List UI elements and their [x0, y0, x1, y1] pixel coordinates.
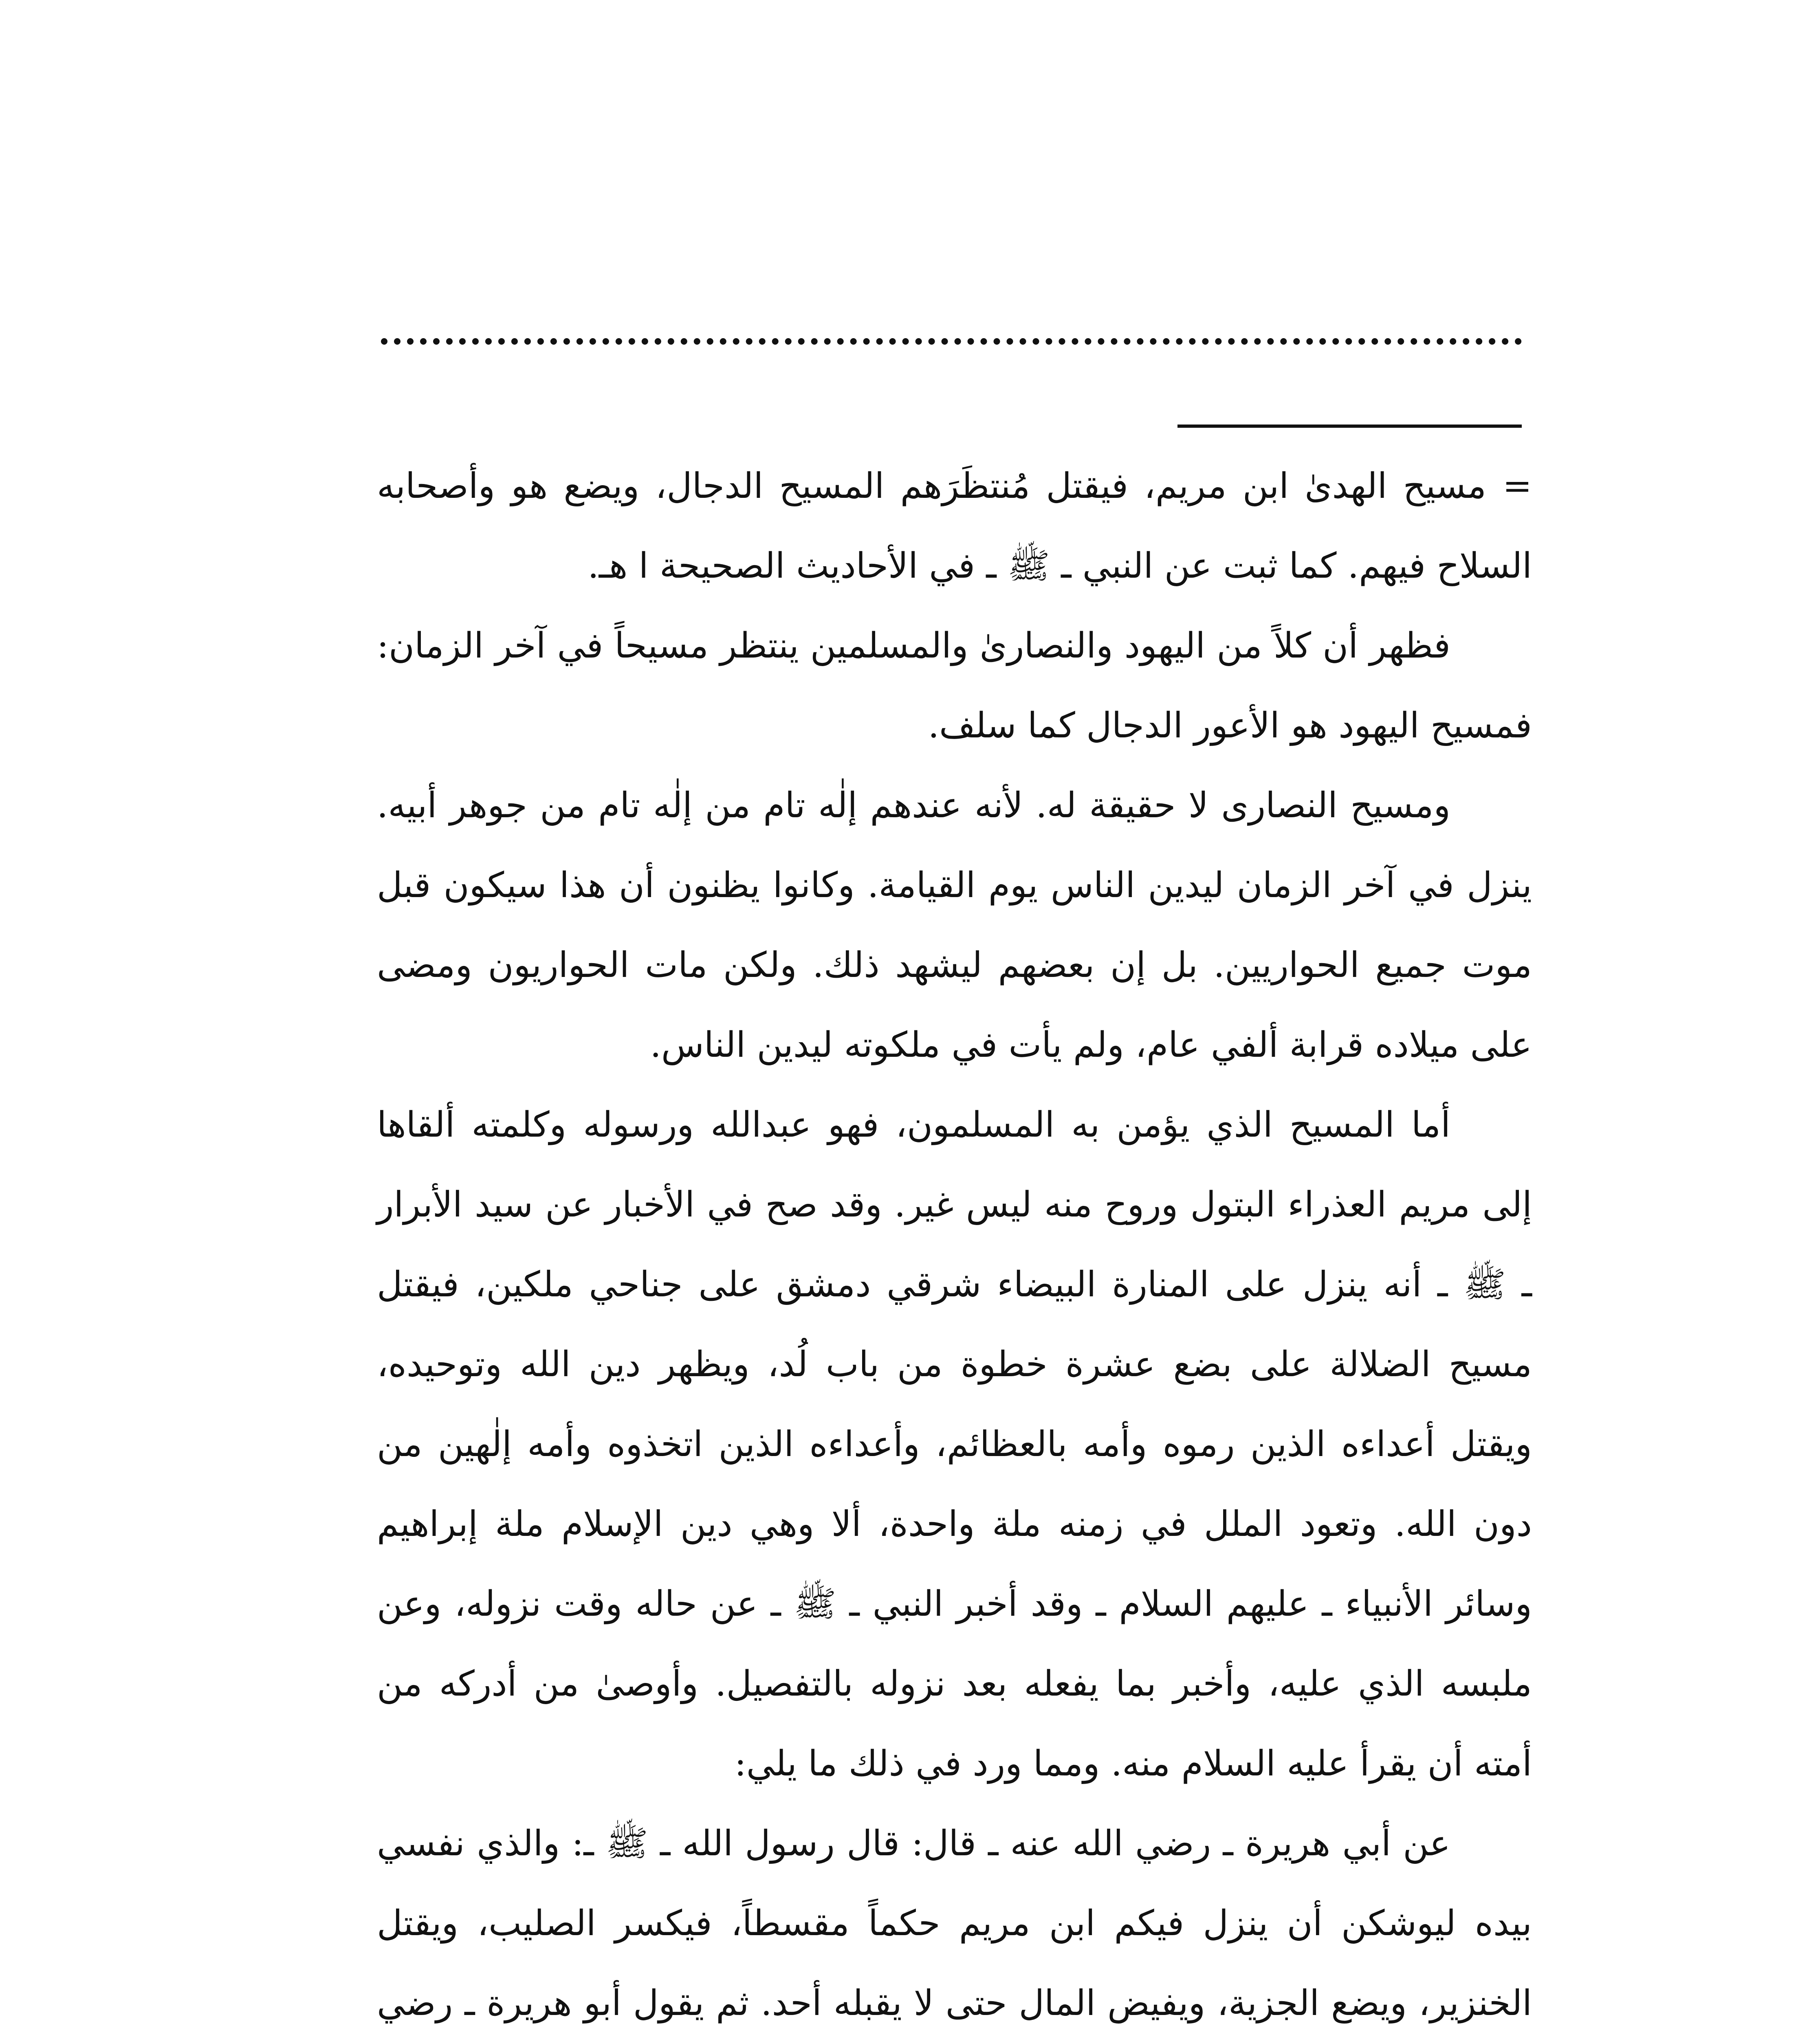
- footnote-rule: [1177, 425, 1522, 428]
- dotted-separator: [381, 338, 1522, 345]
- paragraph: أما المسيح الذي يؤمن به المسلمون، فهو عبدالله ورسوله وكلمته ألقاها إلى مريم العذراء البتول وروح منه ليس غير. وقد صح في الأخبار عن سيد الأبرار ـ ﷺ ـ أنه ينزل على المنارة البيضاء شرقي دمشق على جناحي ملكين، فيقتل مسيح الضلالة على بضع عشرة خطوة من باب لُد، ويظهر دين الله وتوحيده، ويقتل أعداءه الذين رموه وأمه بالعظائم، وأعداءه الذين اتخذوه وأمه إلٰهين من دون الله. وتعود الملل في زمنه ملة واحدة، ألا وهي دين الإسلام ملة إبراهيم وسائر الأنبياء ـ عليهم السلام ـ وقد أخبر النبي ـ ﷺ ـ عن حاله وقت نزوله، وعن ملبسه الذي عليه، وأخبر بما يفعله بعد نزوله بالتفصيل. وأوصىٰ من أدركه من أمته أن يقرأ عليه السلام منه. ومما ورد في ذلك ما يلي:: [377, 1104, 1532, 1784]
- paragraph: عن أبي هريرة ـ رضي الله عنه ـ قال: قال رسول الله ـ ﷺ ـ: والذي نفسي بيده ليوشكن أن ينزل فيكم ابن مريم حكماً مقسطاً، فيكسر الصليب، ويقتل الخنزير، ويضع الجزية، ويفيض المال حتى لا يقبله أحد. ثم يقول أبو هريرة ـ رضي: [377, 1823, 1532, 2024]
- footnote-text: [377, 446, 1532, 2037]
- paragraph-continuation: [377, 446, 1532, 606]
- paragraph: ومسيح النصارى لا حقيقة له. لأنه عندهم إلٰه تام من إلٰه تام من جوهر أبيه. ينزل في آخر الزمان ليدين الناس يوم القيامة. وكانوا يظنون أن هذا سيكون قبل موت جميع الحواريين. بل إن بعضهم ليشهد ذلك. ولكن مات الحواريون ومضى على ميلاده قرابة ألفي عام، ولم يأت في ملكوته ليدين الناس.: [377, 785, 1532, 1065]
- paragraph: فظهر أن كلاً من اليهود والنصارىٰ والمسلمين ينتظر مسيحاً في آخر الزمان: فمسيح اليهود هو الأعور الدجال كما سلف.: [377, 625, 1532, 746]
- continuation-mark: =: [1502, 466, 1532, 506]
- paragraph-text: مسيح الهدىٰ ابن مريم، فيقتل مُنتظَرَهم المسيح الدجال، ويضع هو وأصحابه السلاح فيهم. كما ثبت عن النبي ـ ﷺ ـ في الأحاديث الصحيحة ا هـ.: [377, 466, 1532, 586]
